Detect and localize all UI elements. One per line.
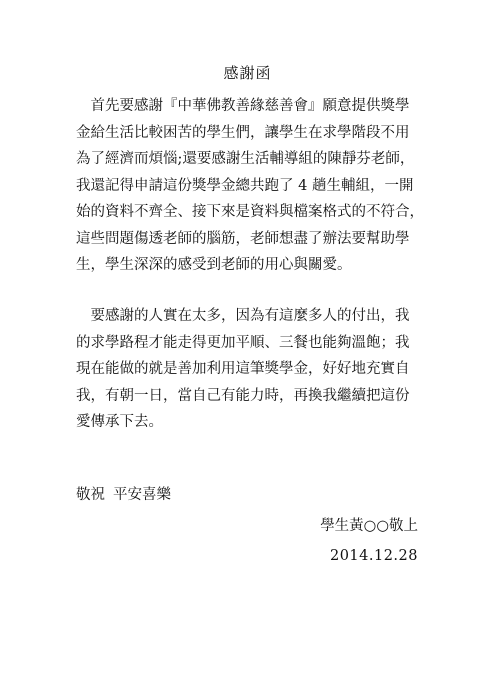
closing-wish: 平安喜樂 [113,487,171,503]
signature: 學生黃○○敬上 [320,518,418,534]
paragraph-2 [76,303,426,436]
paragraph-line: 的求學路程才能走得更加平順、三餐也能夠溫飽；我 [76,334,410,351]
paragraph-line: 這些問題傷透老師的腦筋，老師想盡了辦法要幫助學 [76,230,410,247]
paragraph-line: 為了經濟而煩惱;還要感謝生活輔導組的陳靜芬老師， [76,151,415,167]
paragraph-line: 愛傳承下去。 [76,414,163,430]
paragraph-line: 始的資料不齊全、接下來是資料與檔案格式的不符合， [76,204,424,220]
paragraph-line: 要感謝的人實在太多，因為有這麼多人的付出，我 [76,308,410,324]
paragraph-line: 我還記得申請這份獎學金總共跑了 4 趟生輔組，一開 [76,177,414,194]
closing-line [76,485,171,505]
paragraph-line: 生，學生深深的感受到老師的用心與關愛。 [76,257,352,273]
letter-title: 感謝函 [223,64,272,82]
paragraph-1 [76,93,426,279]
paragraph-line: 現在能做的就是善加利用這筆獎學金，好好地充實自 [76,361,410,377]
letter-date: 2014.12.28 [329,548,418,564]
paragraph-line: 我，有朝一日，當自己有能力時，再換我繼續把這份 [76,387,410,404]
paragraph-line: 金給生活比較困苦的學生們，讓學生在求學階段不用 [76,124,410,141]
paragraph-line: 首先要感謝『中華佛教善緣慈善會』願意提供獎學 [76,98,410,114]
closing-salutation: 敬祝 [76,487,105,503]
